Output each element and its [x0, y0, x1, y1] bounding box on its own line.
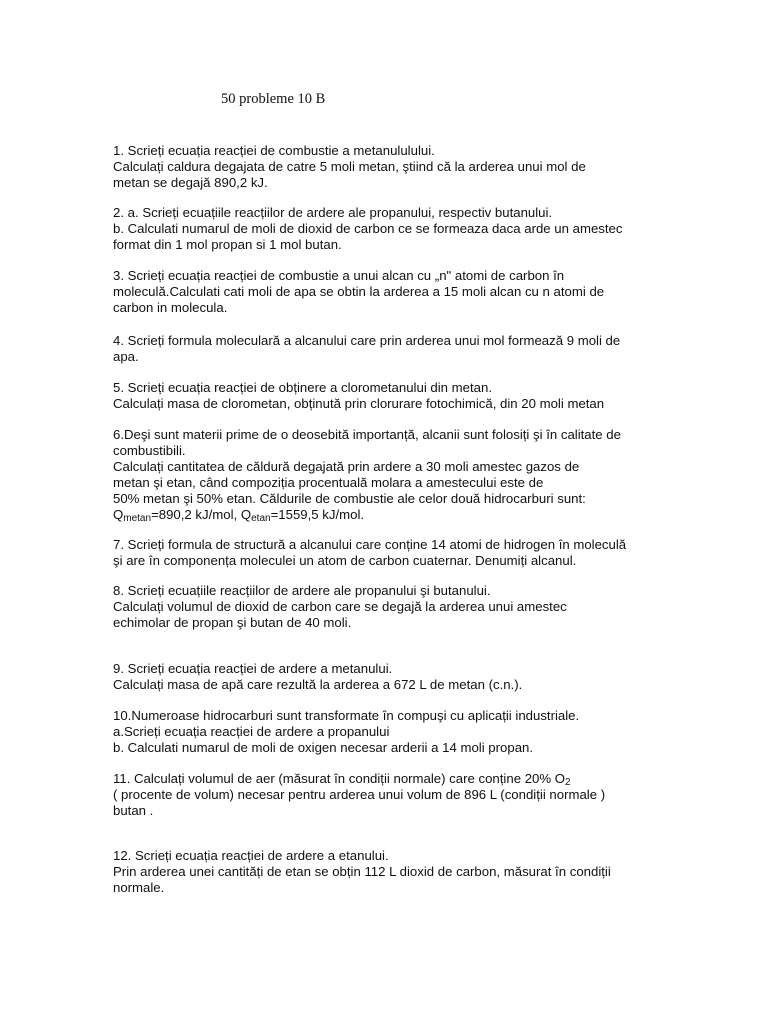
problem-1-line-2: Calculați caldura degajata de catre 5 moli metan, ştiind că la arderea unui mol de [113, 159, 586, 174]
problem-10-line-3: b. Calculati numarul de moli de oxigen necesar arderii a 14 moli propan. [113, 740, 534, 755]
problem-2-line-1: 2. a. Scrieți ecuațiile reacțiilor de ardere ale propanului, respectiv butanului. [113, 205, 553, 220]
problem-2-line-2: b. Calculati numarul de moli de dioxid de carbon ce se formeaza daca arde un amestec [113, 221, 623, 236]
problem-3-line-1: 3. Scrieți ecuația reacției de combustie a unui alcan cu „n" atomi de carbon în [113, 268, 565, 283]
problem-12-line-2: Prin arderea unei cantități de etan se obțin 112 L dioxid de carbon, măsurat în condiții [113, 864, 611, 879]
problem-12-line-3: normale. [113, 880, 165, 895]
problem-1-line-3: metan se degajă 890,2 kJ. [113, 175, 268, 190]
q-metan-subscript: metan [123, 513, 152, 524]
problem-11-line-2: ( procente de volum) necesar pentru arderea unui volum de 896 L (condiții normale ) [113, 787, 606, 802]
problem-6-line-3: Calculați cantitatea de căldură degajată prin ardere a 30 moli amestec gazos de [113, 459, 580, 474]
problem-12-line-1: 12. Scrieți ecuația reacției de ardere a etanului. [113, 848, 389, 863]
problem-7-line-2: şi are în componența moleculei un atom de carbon cuaternar. Denumiți alcanul. [113, 553, 577, 568]
oxygen-subscript: 2 [565, 777, 571, 788]
problem-3-line-2: moleculă.Calculati cati moli de apa se obtin la arderea a 15 moli alcan cu n atomi de [113, 284, 605, 299]
q-etan-value: =1559,5 kJ/mol. [270, 507, 365, 522]
q-etan-symbol: Q [240, 507, 252, 522]
problem-2-line-3: format din 1 mol propan si 1 mol butan. [113, 237, 342, 252]
problem-5-line-1: 5. Scrieți ecuația reacției de obținere a clorometanului din metan. [113, 380, 492, 395]
problem-8-line-1: 8. Scrieți ecuațiile reacțiilor de ardere ale propanului şi butanului. [113, 583, 491, 598]
problem-6-heat-values [113, 507, 364, 527]
problem-6-line-4: metan şi etan, când compoziția procentuală molara a amestecului este de [113, 475, 544, 490]
problem-7-line-1: 7. Scrieți formula de structură a alcanului care conține 14 atomi de hidrogen în moleculă [113, 537, 627, 552]
problem-10-line-1: 10.Numeroase hidrocarburi sunt transformate în compuşi cu aplicații industriale. [113, 708, 580, 723]
problem-11-line-3: butan . [113, 803, 154, 818]
problem-8-line-3: echimolar de propan şi butan de 40 moli. [113, 615, 352, 630]
document-title: 50 probleme 10 B [221, 91, 326, 107]
problem-6-line-5: 50% metan şi 50% etan. Căldurile de combustie ale celor două hidrocarburi sunt: [113, 491, 586, 506]
problem-3-line-3: carbon in molecula. [113, 300, 228, 315]
problem-5-line-2: Calculați masa de clorometan, obținută prin clorurare fotochimică, din 20 moli metan [113, 396, 605, 411]
problem-9-line-2: Calculați masa de apă care rezultă la arderea a 672 L de metan (c.n.). [113, 677, 523, 692]
problem-11-text: 11. Calculați volumul de aer (măsurat în condiții normale) care conține 20% O [113, 771, 566, 786]
problem-8-line-2: Calculați volumul de dioxid de carbon care se degajă la arderea unui amestec [113, 599, 567, 614]
q-metan-symbol: Q [113, 507, 124, 522]
q-metan-value: =890,2 kJ/mol, [151, 507, 241, 522]
problem-4-line-2: apa. [113, 349, 139, 364]
problem-1-line-1: 1. Scrieți ecuația reacției de combustie a metanululului. [113, 143, 435, 158]
problem-6-line-1: 6.Deşi sunt materii prime de o deosebită importanță, alcanii sunt folosiți şi în calitate de [113, 427, 621, 442]
problem-4-line-1: 4. Scrieți formula moleculară a alcanului care prin arderea unui mol formează 9 moli de [113, 333, 621, 348]
q-etan-subscript: etan [251, 513, 271, 524]
problem-10-line-2: a.Scrieți ecuația reacției de ardere a propanului [113, 724, 390, 739]
problem-9-line-1: 9. Scrieți ecuația reacției de ardere a metanului. [113, 661, 393, 676]
problem-6-line-2: combustibili. [113, 443, 186, 458]
